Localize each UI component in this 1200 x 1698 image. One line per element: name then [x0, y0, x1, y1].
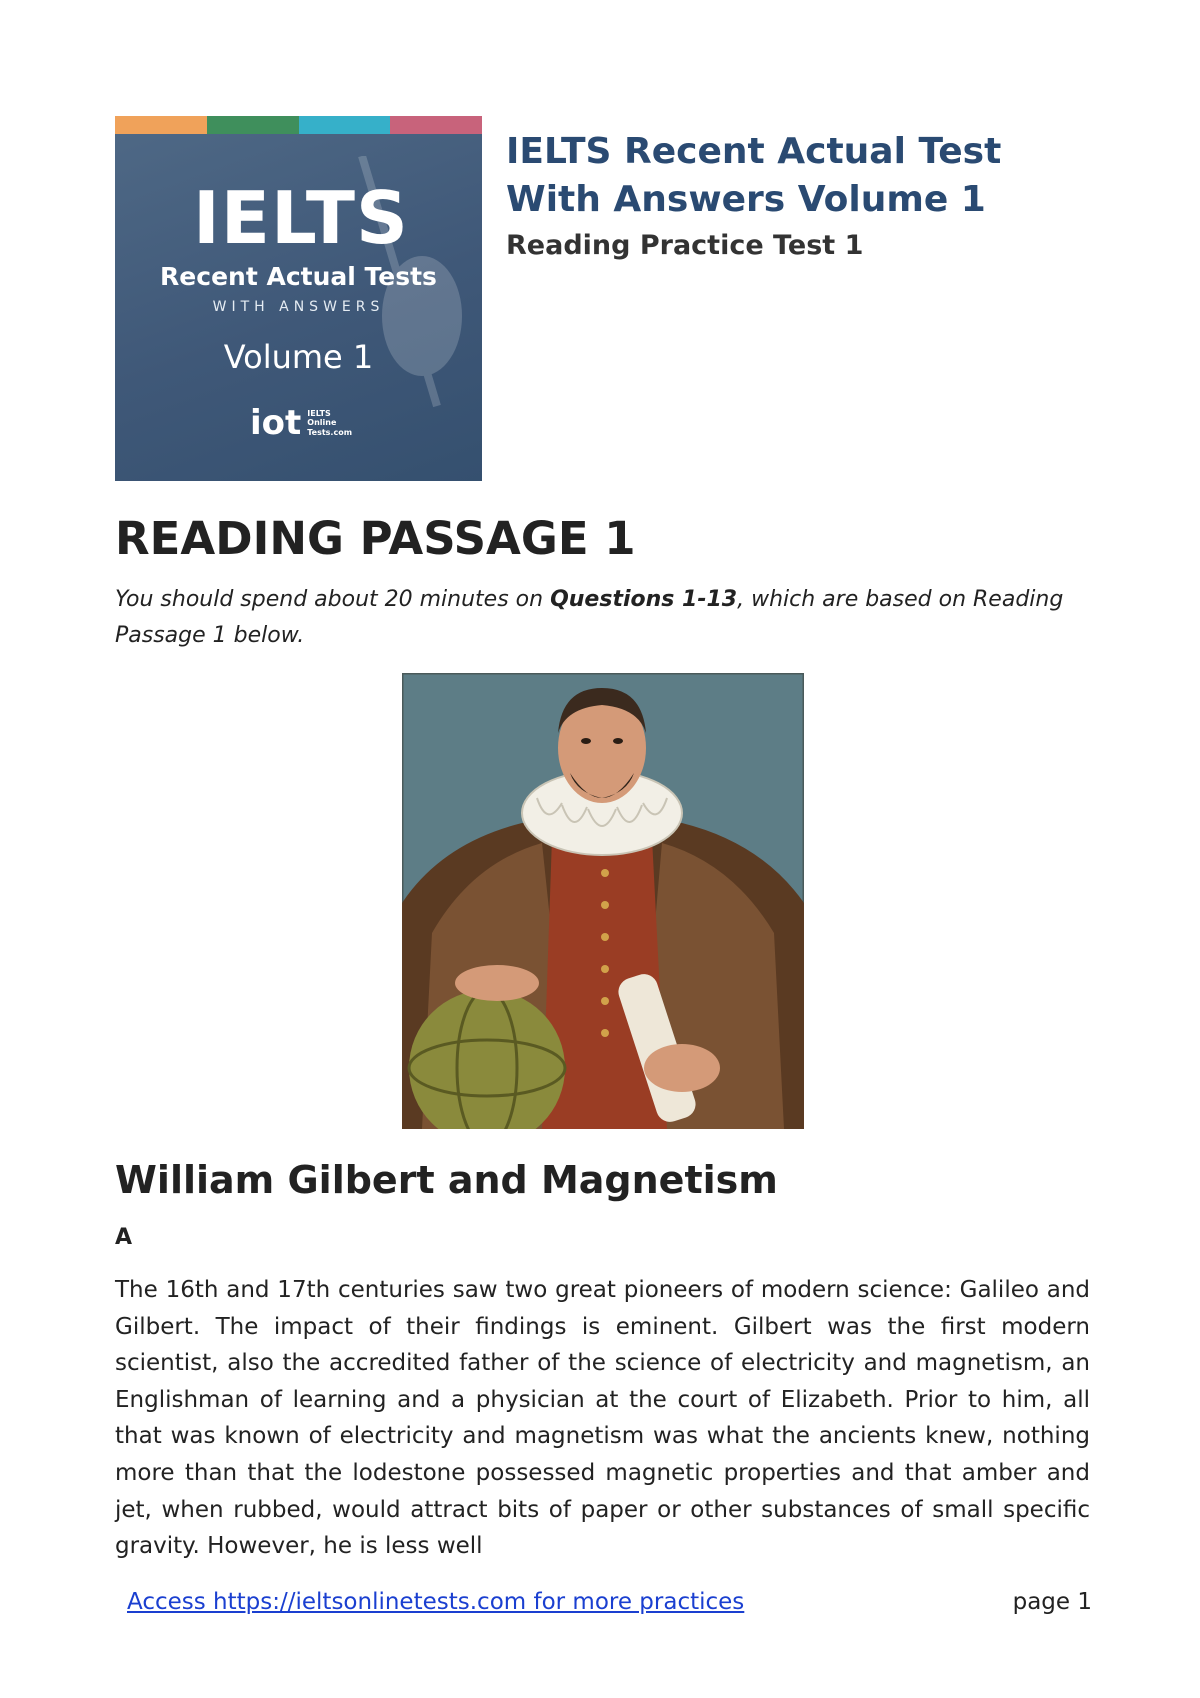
cover-color-stripes	[115, 116, 482, 134]
cover-volume: Volume 1	[223, 338, 374, 376]
footer-practice-link[interactable]: Access https://ieltsonlinetests.com for more practices	[127, 1589, 745, 1615]
portrait-image	[402, 673, 804, 1129]
cover-logo-line: Tests.com	[307, 427, 353, 437]
instructions-text: You should spend about 20 minutes on	[115, 587, 551, 612]
page-number: page 1	[1012, 1589, 1092, 1615]
document-subtitle: Reading Practice Test 1	[506, 230, 864, 261]
section-label: A	[115, 1225, 133, 1250]
cover-logo-line: Online	[307, 418, 337, 428]
cover-logo-mark: iot	[250, 403, 302, 443]
paragraph-a: The 16th and 17th centuries saw two great pioneers of modern science: Galileo and Gilbert. The impact of their findings is eminent. Gilbert was the first modern scientist, also the accredited father of the science of electricity and magnetism, an Englishman of learning and a physician at the court of Elizabeth. Prior to him, all that was known of electricity and magnetism was what the ancients knew, nothing more than that the lodestone possessed magnetic properties and that amber and jet, when rubbed, would attract bits of paper or other substances of small specific gravity. However, he is less well	[115, 1277, 1090, 1560]
passage-instructions	[115, 582, 1095, 654]
cover-stripe-orange	[115, 116, 207, 134]
instructions-questions: Questions 1-13	[550, 587, 738, 612]
book-cover	[115, 116, 482, 481]
cover-stripe-green	[207, 116, 299, 134]
cover-logo-line: IELTS	[307, 409, 331, 419]
cover-title: IELTS	[193, 176, 409, 260]
cover-logo	[250, 403, 353, 443]
cover-stripe-cyan	[299, 116, 391, 134]
cover-subtitle: Recent Actual Tests	[160, 262, 437, 291]
document-title: IELTS Recent Actual Test With Answers Volume 1	[506, 131, 1002, 220]
cover-stripe-pink	[390, 116, 482, 134]
passage-heading: READING PASSAGE 1	[115, 512, 636, 565]
instructions-text: , which are based on Reading Passage 1 below.	[115, 587, 1064, 648]
cover-with-answers: WITH ANSWERS	[212, 299, 385, 315]
cover-logo-text	[307, 409, 352, 437]
article-title: William Gilbert and Magnetism	[115, 1158, 778, 1202]
